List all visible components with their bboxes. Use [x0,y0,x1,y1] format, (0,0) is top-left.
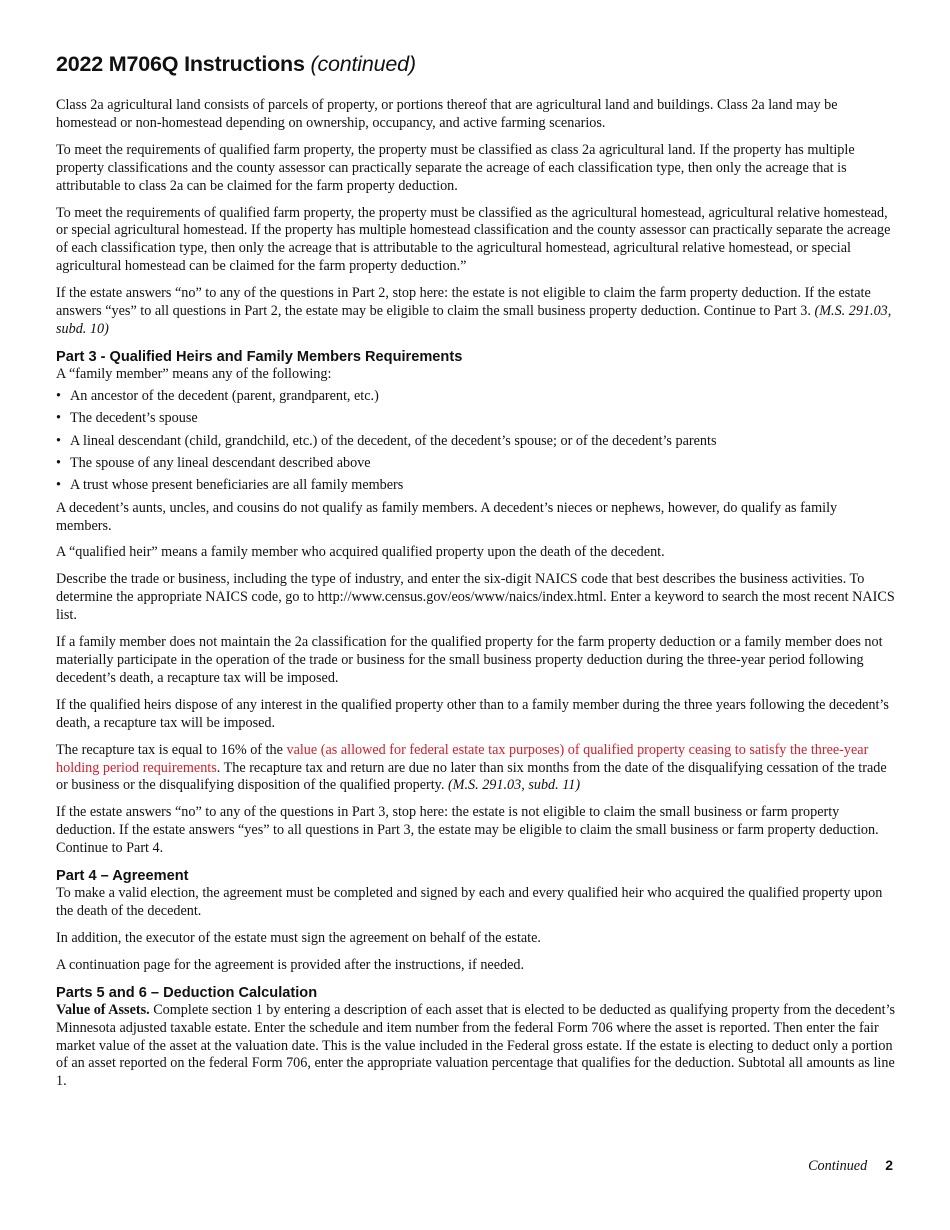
list-item-text: A lineal descendant (child, grandchild, etc.) of the decedent, of the decedent’s spouse; or of the decedent’s parents [70,432,717,449]
part4-paragraph-2: In addition, the executor of the estate must sign the agreement on behalf of the estate. [56,929,541,946]
recapture-highlight: value (as allowed for federal estate tax purposes) of qualified property ceasing to satisfy the three-year holding period requirements [56,741,869,776]
list-item [56,433,896,451]
qualified-heir-paragraph: A “qualified heir” means a family member who acquired qualified property upon the death of the decedent. [56,544,665,561]
list-item-text: The spouse of any lineal descendant described above [70,455,371,472]
page-number: 2 [885,1157,893,1173]
recapture-text-b: . The recapture tax and return are due no later than six months from the date of the disqualifying cessation of the trade or business or the disqualifying disposition of the qualified property. [56,759,887,794]
bullet-icon: • [56,432,61,449]
part56-text: Complete section 1 by entering a description of each asset that is elected to be deducted as qualifying property from the decedent’s Minnesota adjusted taxable estate. Enter the schedule and item number from the federal Form 706 where the asset is reported. Then enter the fair market value of the asset at the valuation date. This is the value included in the Federal gross estate. If the estate is electing to deduct only a portion of an asset reported on the federal Form 706, enter the appropriate valuation percentage that qualifies for the deduction. Subtotal all amounts as line 1. [56,1001,896,1090]
list-item [56,477,896,495]
page-body [56,52,896,1100]
page-footer [808,1157,893,1175]
bullet-icon: • [56,388,61,405]
list-item-text: The decedent’s spouse [70,410,198,427]
aunts-paragraph: A decedent’s aunts, uncles, and cousins do not qualify as family members. A decedent’s nieces or nephews, however, do qualify as family members. [56,499,838,534]
bullet-icon: • [56,410,61,427]
bullet-icon: • [56,455,61,472]
naics-paragraph: Describe the trade or business, including the type of industry, and enter the six-digit NAICS code that best describes the business activities. To determine the appropriate NAICS code, go to http://www.census.gov/eos/www/naics/index.html. Enter a keyword to search the most recent NAICS list. [56,571,895,624]
intro-paragraph-4 [56,285,896,339]
bullet-icon: • [56,477,61,494]
value-of-assets-lead: Value of Assets. [56,1001,150,1018]
part4-paragraph-3: A continuation page for the agreement is provided after the instructions, if needed. [56,956,525,973]
part3-heading: Part 3 - Qualified Heirs and Family Members Requirements [56,348,463,365]
continued-label: Continued [808,1158,868,1174]
list-item-text: An ancestor of the decedent (parent, grandparent, etc.) [70,388,379,405]
list-item [56,455,896,473]
title-text: 2022 M706Q Instructions [56,52,305,76]
list-item-text: A trust whose present beneficiaries are all family members [70,477,404,494]
statute-reference: (M.S. 291.03, subd. 10) [56,303,892,337]
page-title [56,52,896,77]
intro-paragraph-1: Class 2a agricultural land consists of parcels of property, or portions thereof that are agricultural land and buildings. Class 2a land may be homestead or non-homestead depending on ownership, occupancy, and active farming scenarios. [56,97,838,131]
part3-lead: A “family member” means any of the following: [56,365,332,382]
part56-paragraph [56,1002,896,1092]
part4-heading: Part 4 – Agreement [56,868,189,885]
part56-heading: Parts 5 and 6 – Deduction Calculation [56,984,318,1001]
dispose-paragraph: If the qualified heirs dispose of any interest in the qualified property other than to a family member during the three years following the decedent’s death, a recapture tax will be imposed. [56,696,889,731]
maintain-paragraph: If a family member does not maintain the 2a classification for the qualified property for the farm property deduction or a family member does not materially participate in the operation of the trade or business for the small business property deduction during the three-year period following decedent’s death, a recapture tax will be imposed. [56,634,883,686]
family-member-list [56,388,896,495]
part3-stop-paragraph: If the estate answers “no” to any of the questions in Part 3, stop here: the estate is not eligible to claim the small business or farm property deduction. If the estate answers “yes” to all questions in Part 3, the estate may be eligible to claim the small business or farm property deduction. Continue to Part 4. [56,804,879,857]
intro-p4-text: If the estate answers “no” to any of the questions in Part 2, stop here: the estate is not eligible to claim the farm property deduction. If the estate answers “yes” to all questions in Part 2, the estate may be eligible to claim the small business property deduction. Continue to Part 3. [56,285,871,320]
recapture-paragraph [56,742,896,796]
intro-paragraph-2: To meet the requirements of qualified farm property, the property must be classified as class 2a agricultural land. If the property has multiple property classifications and the county assessor can practically separate the acreage of each classification type, then only the acreage that is attributable to class 2a can be claimed for the farm property deduction. [56,141,855,194]
title-suffix: (continued) [310,52,416,76]
part4-paragraph-1: To make a valid election, the agreement must be completed and signed by each and every qualified heir who acquired the qualified property upon the death of the decedent. [56,885,883,919]
recapture-text-a: The recapture tax is equal to 16% of the [56,741,287,758]
intro-paragraph-3: To meet the requirements of qualified farm property, the property must be classified as the agricultural homestead, agricultural relative homestead, or special agricultural homestead. If the property has multiple homestead classification and the county assessor can practically separate the acreage of each classification type, then only the acreage that is attributable to the agricultural homestead, agricultural relative homestead, or special agricultural homestead can be claimed for the farm property deduction.” [56,204,891,275]
list-item [56,388,896,406]
statute-reference: (M.S. 291.03, subd. 11) [447,777,581,794]
list-item [56,410,896,428]
